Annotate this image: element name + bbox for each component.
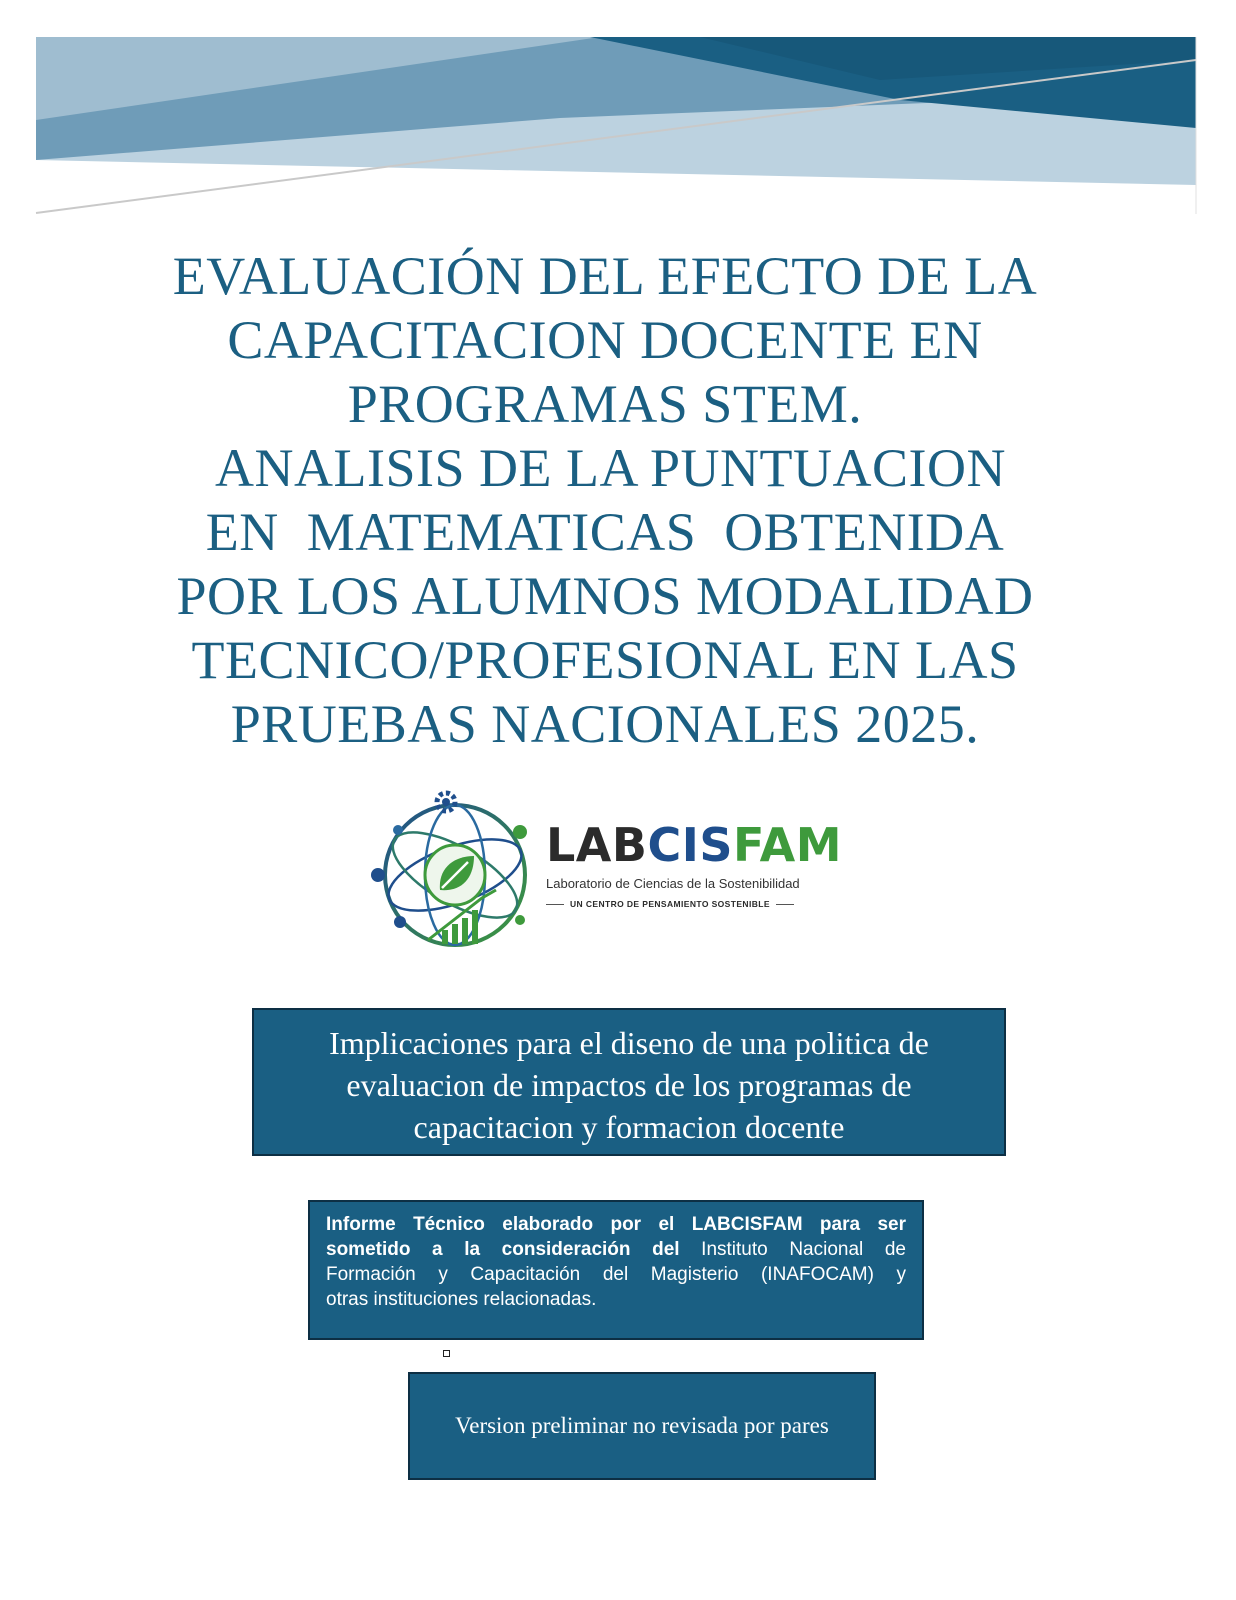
logo-text [546, 820, 846, 909]
version-text: Version preliminar no revisada por pares [455, 1413, 829, 1438]
logo-tagline: UN CENTRO DE PENSAMIENTO SOSTENIBLE [570, 899, 770, 909]
title-line-4: ANALISIS DE LA PUNTUACION [203, 438, 1006, 498]
report-line-4: otras instituciones relacionadas. [326, 1289, 597, 1310]
document-title [100, 244, 1110, 756]
report-line-2-bold: sometido a la consideración del [326, 1239, 680, 1260]
logo-subtitle: Laboratorio de Ciencias de la Sostenibilidad [546, 876, 800, 891]
tagline-rule-right [776, 904, 794, 905]
title-line-1: EVALUACIÓN DEL EFECTO DE LA [172, 246, 1038, 306]
title-line-8: PRUEBAS NACIONALES 2025. [230, 694, 980, 754]
implications-line-1: Implicaciones para el diseno de una politica de [329, 1025, 929, 1061]
title-line-7: TECNICO/PROFESIONAL EN LAS [191, 630, 1019, 690]
version-box [408, 1372, 876, 1480]
implications-line-2: evaluacion de impactos de los programas de [346, 1067, 912, 1103]
logo-name [546, 820, 846, 870]
header-decoration [0, 0, 1236, 230]
logo-tagline-row [546, 899, 846, 909]
logo-name-cis: CIS [647, 818, 733, 872]
implications-line-3: capacitacion y formacion docente [413, 1109, 845, 1145]
report-line-2 [326, 1237, 906, 1262]
square-marker-icon [443, 1350, 450, 1357]
tagline-rule-left [546, 904, 564, 905]
report-line-1 [326, 1212, 906, 1237]
labcisfam-logo [370, 790, 843, 960]
implications-box [252, 1008, 1006, 1156]
report-line-1-text: Informe Técnico elaborado por el LABCISFAM para ser [326, 1214, 906, 1235]
title-line-6: POR LOS ALUMNOS MODALIDAD [176, 566, 1034, 626]
globe-leaf-icon [370, 790, 540, 960]
report-line-3: Formación y Capacitación del Magisterio (INAFOCAM) y [326, 1264, 906, 1285]
title-line-3: PROGRAMAS STEM. [347, 374, 863, 434]
logo-name-fam: FAM [733, 818, 843, 872]
title-line-2: CAPACITACION DOCENTE EN [227, 310, 983, 370]
report-box [308, 1200, 924, 1340]
report-line-2-rest: Instituto Nacional de [679, 1239, 906, 1260]
title-line-5: EN MATEMATICAS OBTENIDA [205, 502, 1005, 562]
logo-name-lab: LAB [546, 818, 648, 872]
